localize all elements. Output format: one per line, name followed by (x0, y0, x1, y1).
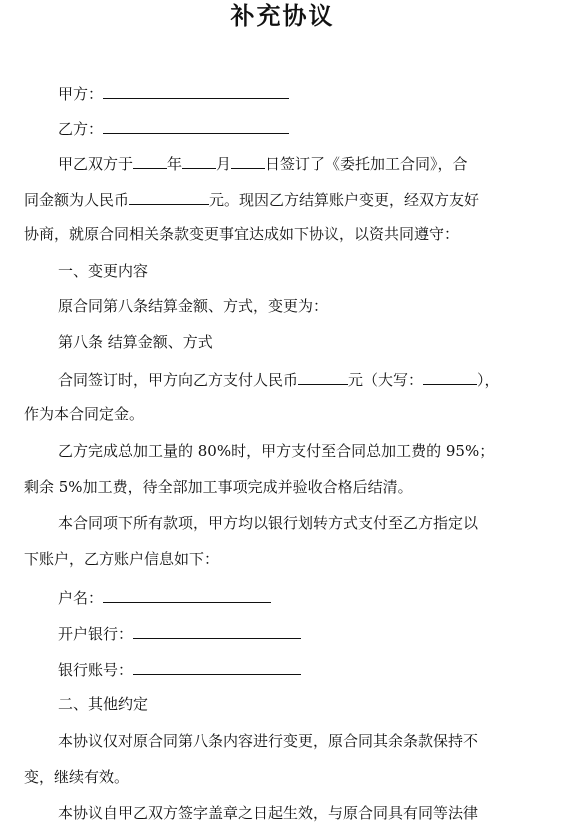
intro-text-2: 日签订了《委托加工合同》，合 (265, 155, 468, 173)
month-blank[interactable] (182, 152, 216, 169)
year-blank[interactable] (133, 152, 167, 169)
party-b-blank[interactable] (103, 117, 289, 134)
party-a-line (58, 82, 289, 104)
party-a-blank[interactable] (103, 82, 289, 99)
intro-line-3: 协商，就原合同相关条款变更事宜达成如下协议，以资共同遵守： (24, 225, 460, 243)
section-2-p1-line-1: 本协议仅对原合同第八条内容进行变更，原合同其余条款保持不 (58, 732, 479, 750)
deposit-capital-blank[interactable] (423, 368, 477, 385)
deposit-capital-label: 元（大写： (348, 371, 424, 389)
intro-line-2 (24, 188, 479, 210)
intro-text-3: 元。现因乙方结算账户变更，经双方友好 (209, 191, 480, 209)
document-title: 补充协议 (230, 1, 335, 30)
article-8-p2-line-1: 乙方完成总加工量的 80%时，甲方支付至合同总加工费的 95%； (58, 442, 495, 460)
article-8-p1-line-1 (58, 368, 500, 390)
account-number-blank[interactable] (133, 658, 301, 675)
section-1-intro: 原合同第八条结算金额、方式，变更为： (58, 297, 329, 315)
party-a-label: 甲方： (58, 85, 104, 103)
article-8-p3-line-2: 下账户，乙方账户信息如下： (24, 550, 220, 568)
year-label: 年 (167, 155, 183, 173)
intro-text: 甲乙双方于 (58, 155, 134, 173)
bank-label: 开户银行： (58, 625, 134, 643)
section-2-heading: 二、其他约定 (58, 695, 149, 713)
day-blank[interactable] (231, 152, 265, 169)
contract-amount-label: 同金额为人民币 (24, 191, 130, 209)
party-b-label: 乙方： (58, 120, 104, 138)
section-1-heading: 一、变更内容 (58, 262, 149, 280)
deposit-close: ）， (477, 371, 500, 389)
account-name-blank[interactable] (103, 586, 271, 603)
account-name-label: 户名： (58, 589, 104, 607)
account-number-label: 银行账号： (58, 661, 134, 679)
contract-amount-blank[interactable] (129, 188, 209, 205)
section-2-p1-line-2: 变，继续有效。 (24, 768, 130, 786)
article-8-p2-line-2: 剩余 5%加工费，待全部加工事项完成并验收合格后结清。 (24, 478, 413, 496)
deposit-amount-blank[interactable] (298, 368, 348, 385)
month-label: 月 (216, 155, 232, 173)
article-8-p3-line-1: 本合同项下所有款项，甲方均以银行划转方式支付至乙方指定以 (58, 514, 479, 532)
account-name-line (58, 586, 271, 608)
section-2-p2-line-1: 本协议自甲乙双方签字盖章之日起生效，与原合同具有同等法律 (58, 804, 479, 822)
intro-line-1 (58, 152, 468, 174)
article-8-title: 第八条 结算金额、方式 (58, 333, 213, 351)
bank-line (58, 622, 301, 644)
article-8-p1-line-2: 作为本合同定金。 (24, 405, 145, 423)
bank-blank[interactable] (133, 622, 301, 639)
account-number-line (58, 658, 301, 680)
party-b-line (58, 117, 289, 139)
deposit-text: 合同签订时，甲方向乙方支付人民币 (58, 371, 299, 389)
